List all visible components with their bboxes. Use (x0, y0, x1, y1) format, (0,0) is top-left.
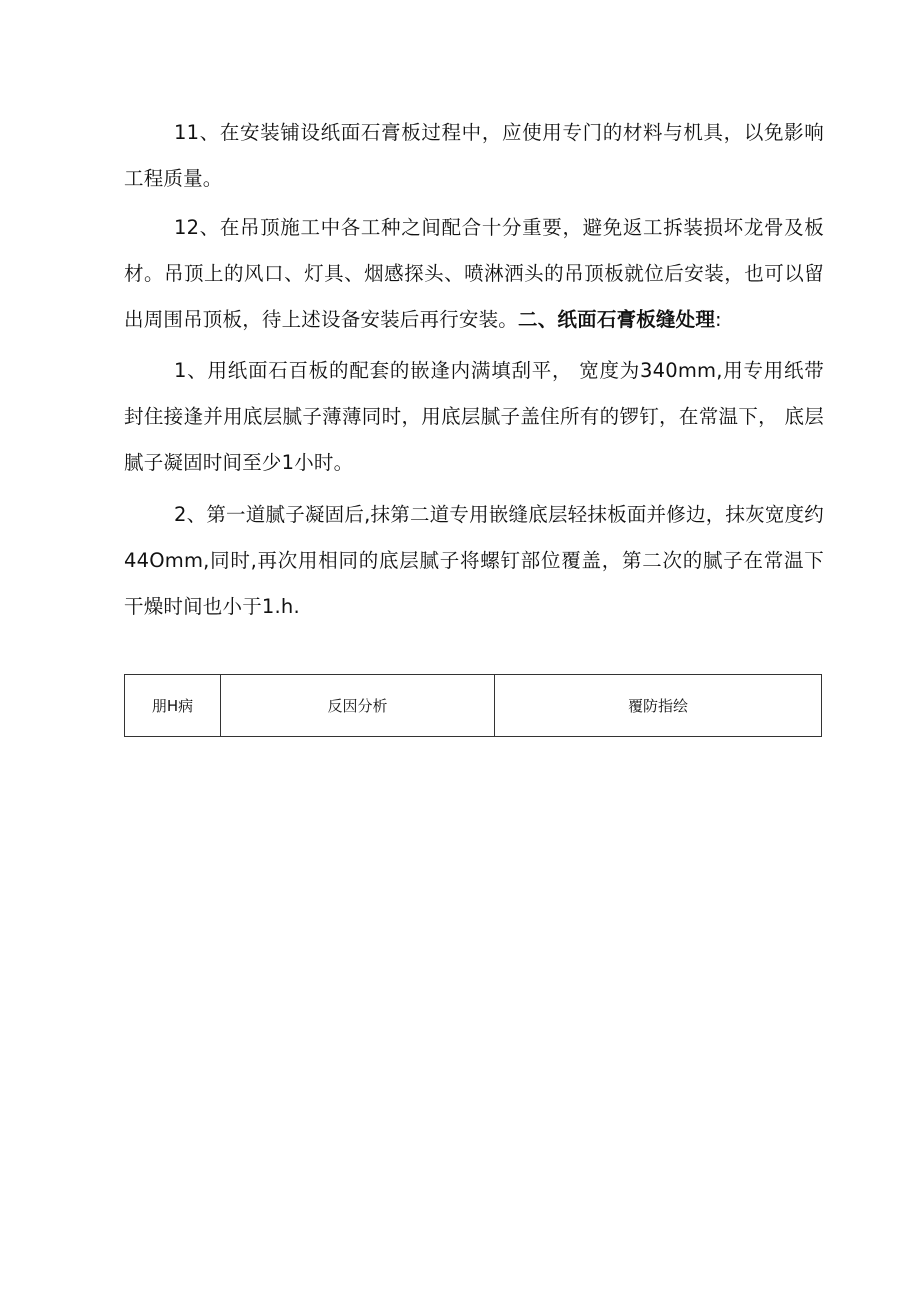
paragraph-item-11: 11、在安装铺设纸面石膏板过程中，应使用专门的材料与机具，以免影响工程质量。 (124, 121, 824, 190)
table-header-row (125, 675, 822, 737)
section-heading: 二、纸面石膏板缝处理 (518, 308, 716, 331)
table-header-prevention-measures: 覆防指绘 (495, 675, 822, 737)
table-header-cause-analysis: 反因分析 (221, 675, 495, 737)
paragraph-item-12-text: 12、在吊顶施工中各工种之间配合十分重要，避免返工拆装损坏龙骨及板材。吊顶上的风口、灯具、烟感探头、喷淋洒头的吊顶板就位后安装，也可以留出周围吊顶板，待上述设备安装后再行安装。 (124, 216, 824, 331)
issue-table (124, 674, 822, 737)
paragraph-item-12 (124, 205, 824, 343)
table-header-problem: 朋H病 (125, 675, 221, 737)
paragraph-step-2: 2、第一道腻子凝固后,抹第二道专用嵌缝底层轻抹板面并修边，抹灰宽度约44Omm,同时,再次用相同的底层腻子将螺钉部位覆盖，第二次的腻子在常温下干燥时间也小于1.h. (124, 503, 824, 618)
paragraph-step-1: 1、用纸面石百板的配套的嵌逢内满填刮平， 宽度为340mm,用专用纸带封住接逢并用底层腻子薄薄同时，用底层腻子盖住所有的锣钉，在常温下， 底层腻子凝固时间至少1小时。 (124, 359, 824, 474)
section-heading-colon: : (715, 308, 722, 331)
